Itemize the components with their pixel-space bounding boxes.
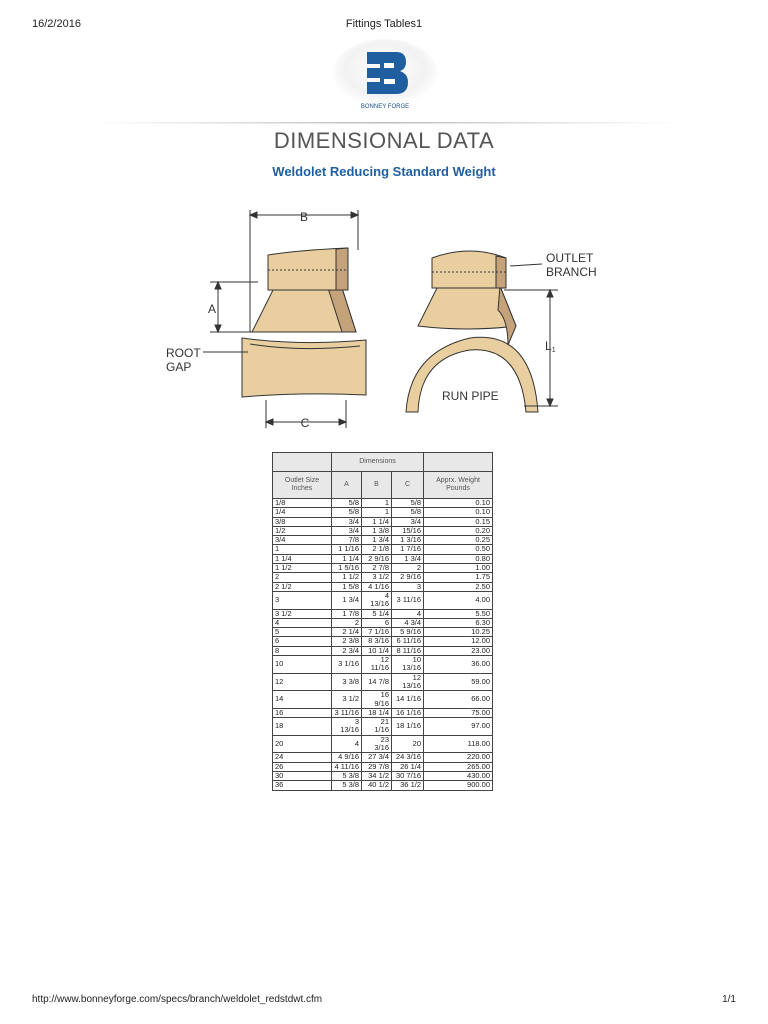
table-cell: 1/2 <box>273 526 332 535</box>
header-blank-2 <box>424 453 493 472</box>
table-cell: 0.10 <box>424 508 493 517</box>
table-cell: 0.10 <box>424 499 493 508</box>
table-row <box>273 582 493 591</box>
header-outlet-size: Outlet Size Inches <box>273 472 332 499</box>
table-row <box>273 591 493 609</box>
table-cell: 4 <box>332 735 362 753</box>
table-cell: 5 3/8 <box>332 781 362 790</box>
table-row <box>273 499 493 508</box>
table-cell: 5 9/16 <box>392 628 424 637</box>
table-cell: 20 <box>392 735 424 753</box>
table-cell: 12.00 <box>424 637 493 646</box>
table-row <box>273 508 493 517</box>
table-cell: 23.00 <box>424 646 493 655</box>
table-cell: 220.00 <box>424 753 493 762</box>
table-cell: 10 13/16 <box>392 656 424 674</box>
table-row <box>273 656 493 674</box>
table-row <box>273 609 493 618</box>
table-cell: 3 13/16 <box>332 718 362 736</box>
table-cell: 27 3/4 <box>362 753 392 762</box>
table-cell: 3 1/2 <box>332 691 362 709</box>
table-cell: 1 1/2 <box>273 564 332 573</box>
table-cell: 18 1/16 <box>392 718 424 736</box>
table-cell: 3/8 <box>273 517 332 526</box>
page-subtitle: Weldolet Reducing Standard Weight <box>272 164 496 179</box>
table-cell: 4 3/4 <box>392 618 424 627</box>
label-b: B <box>299 210 309 224</box>
table-cell: 6 11/16 <box>392 637 424 646</box>
table-cell: 23 3/16 <box>362 735 392 753</box>
table-cell: 1.00 <box>424 564 493 573</box>
label-outlet-2: BRANCH <box>546 265 597 279</box>
header-b: B <box>362 472 392 499</box>
table-cell: 3/4 <box>392 517 424 526</box>
table-cell: 40 1/2 <box>362 781 392 790</box>
table-cell: 1.75 <box>424 573 493 582</box>
table-cell: 5/8 <box>392 499 424 508</box>
table-cell: 6 <box>362 618 392 627</box>
header-divider <box>90 120 680 126</box>
table-cell: 265.00 <box>424 762 493 771</box>
table-cell: 0.80 <box>424 554 493 563</box>
table-row <box>273 781 493 790</box>
table-cell: 1 1/2 <box>332 573 362 582</box>
table-cell: 2 <box>332 618 362 627</box>
weldolet-diagram <box>0 195 768 440</box>
table-cell: 30 7/16 <box>392 771 424 780</box>
header-dimensions: Dimensions <box>332 453 424 472</box>
table-cell: 30 <box>273 771 332 780</box>
table-cell: 1 3/4 <box>362 536 392 545</box>
table-cell: 1 3/4 <box>332 591 362 609</box>
table-cell: 7/8 <box>332 536 362 545</box>
table-cell: 10.25 <box>424 628 493 637</box>
table-row <box>273 753 493 762</box>
table-row <box>273 718 493 736</box>
table-cell: 1 7/8 <box>332 609 362 618</box>
page-title: DIMENSIONAL DATA <box>273 128 495 153</box>
footer-url: http://www.bonneyforge.com/specs/branch/weldolet_redstdwt.cfm <box>32 994 323 1005</box>
header-blank <box>273 453 332 472</box>
table-cell: 118.00 <box>424 735 493 753</box>
table-cell: 1 <box>273 545 332 554</box>
label-a: A <box>207 302 217 316</box>
table-cell: 430.00 <box>424 771 493 780</box>
label-c: C <box>300 416 310 430</box>
table-cell: 2.50 <box>424 582 493 591</box>
table-cell: 1 3/8 <box>362 526 392 535</box>
table-row <box>273 545 493 554</box>
table-cell: 2 9/16 <box>392 573 424 582</box>
table-cell: 14 1/16 <box>392 691 424 709</box>
table-cell: 4 <box>273 618 332 627</box>
table-cell: 3 3/8 <box>332 673 362 691</box>
table-cell: 1 1/4 <box>332 554 362 563</box>
footer-page: 1/1 <box>722 994 736 1005</box>
table-cell: 2 3/4 <box>332 646 362 655</box>
table-cell: 2 7/8 <box>362 564 392 573</box>
table-cell: 2 9/16 <box>362 554 392 563</box>
table-cell: 5 3/8 <box>332 771 362 780</box>
table-cell: 59.00 <box>424 673 493 691</box>
table-cell: 900.00 <box>424 781 493 790</box>
dimensions-table <box>272 452 493 791</box>
table-cell: 3 11/16 <box>392 591 424 609</box>
label-l1: L1 <box>545 339 556 354</box>
right-fitting-drawing <box>406 251 538 412</box>
table-cell: 3 1/2 <box>362 573 392 582</box>
table-cell: 3 <box>392 582 424 591</box>
header-c: C <box>392 472 424 499</box>
header-a: A <box>332 472 362 499</box>
table-cell: 0.50 <box>424 545 493 554</box>
table-cell: 26 1/4 <box>392 762 424 771</box>
table-cell: 4.00 <box>424 591 493 609</box>
bonney-forge-logo <box>330 38 440 128</box>
table-cell: 1 3/4 <box>392 554 424 563</box>
table-cell: 5.50 <box>424 609 493 618</box>
print-title: Fittings Tables1 <box>345 18 423 30</box>
table-cell: 1 5/16 <box>332 564 362 573</box>
table-cell: 3/4 <box>332 517 362 526</box>
table-cell: 10 <box>273 656 332 674</box>
table-cell: 0.25 <box>424 536 493 545</box>
table-cell: 1 5/8 <box>332 582 362 591</box>
table-cell: 5/8 <box>332 508 362 517</box>
table-cell: 5 <box>273 628 332 637</box>
table-cell: 10 1/4 <box>362 646 392 655</box>
table-cell: 20 <box>273 735 332 753</box>
table-cell: 24 <box>273 753 332 762</box>
table-cell: 4 <box>392 609 424 618</box>
table-cell: 2 <box>392 564 424 573</box>
table-cell: 14 7/8 <box>362 673 392 691</box>
table-cell: 3 11/16 <box>332 708 362 717</box>
table-cell: 1 1/4 <box>362 517 392 526</box>
table-cell: 26 <box>273 762 332 771</box>
table-cell: 7 1/16 <box>362 628 392 637</box>
print-date: 16/2/2016 <box>32 18 81 30</box>
table-cell: 3 <box>273 591 332 609</box>
table-cell: 75.00 <box>424 708 493 717</box>
logo-text: BONNEY FORGE <box>360 104 410 110</box>
table-cell: 16 <box>273 708 332 717</box>
table-cell: 3 1/2 <box>273 609 332 618</box>
table-cell: 12 <box>273 673 332 691</box>
table-row <box>273 517 493 526</box>
table-cell: 3 1/16 <box>332 656 362 674</box>
table-cell: 66.00 <box>424 691 493 709</box>
table-cell: 16 9/16 <box>362 691 392 709</box>
table-cell: 36.00 <box>424 656 493 674</box>
label-root-gap-1: ROOT <box>166 346 201 360</box>
table-cell: 5/8 <box>392 508 424 517</box>
table-cell: 4 9/16 <box>332 753 362 762</box>
table-cell: 15/16 <box>392 526 424 535</box>
table-cell: 29 7/8 <box>362 762 392 771</box>
table-cell: 36 1/2 <box>392 781 424 790</box>
table-cell: 2 1/8 <box>362 545 392 554</box>
table-cell: 16 1/16 <box>392 708 424 717</box>
table-cell: 4 11/16 <box>332 762 362 771</box>
table-cell: 4 1/16 <box>362 582 392 591</box>
table-cell: 1 1/4 <box>273 554 332 563</box>
table-cell: 21 1/16 <box>362 718 392 736</box>
table-cell: 12 11/16 <box>362 656 392 674</box>
table-cell: 2 1/4 <box>332 628 362 637</box>
table-cell: 0.15 <box>424 517 493 526</box>
table-cell: 36 <box>273 781 332 790</box>
table-cell: 3/4 <box>332 526 362 535</box>
table-cell: 1 1/16 <box>332 545 362 554</box>
table-cell: 8 3/16 <box>362 637 392 646</box>
table-row <box>273 735 493 753</box>
table-cell: 1 7/16 <box>392 545 424 554</box>
table-cell: 8 <box>273 646 332 655</box>
label-outlet-1: OUTLET <box>546 251 594 265</box>
label-root-gap-2: GAP <box>166 360 192 374</box>
table-cell: 1 3/16 <box>392 536 424 545</box>
table-cell: 2 3/8 <box>332 637 362 646</box>
table-cell: 1/8 <box>273 499 332 508</box>
table-row <box>273 762 493 771</box>
table-cell: 18 <box>273 718 332 736</box>
table-cell: 6.30 <box>424 618 493 627</box>
table-cell: 1 <box>362 508 392 517</box>
table-cell: 24 3/16 <box>392 753 424 762</box>
header-weight: Apprx. Weight Pounds <box>424 472 493 499</box>
table-cell: 0.20 <box>424 526 493 535</box>
table-cell: 14 <box>273 691 332 709</box>
table-cell: 8 11/16 <box>392 646 424 655</box>
table-cell: 12 13/16 <box>392 673 424 691</box>
label-run-pipe: RUN PIPE <box>442 389 499 403</box>
table-cell: 34 1/2 <box>362 771 392 780</box>
table-cell: 1 <box>362 499 392 508</box>
table-cell: 5/8 <box>332 499 362 508</box>
table-cell: 3/4 <box>273 536 332 545</box>
left-fitting-drawing <box>242 248 366 397</box>
table-cell: 5 1/4 <box>362 609 392 618</box>
table-cell: 2 <box>273 573 332 582</box>
table-row <box>273 673 493 691</box>
table-cell: 6 <box>273 637 332 646</box>
table-cell: 18 1/4 <box>362 708 392 717</box>
table-cell: 2 1/2 <box>273 582 332 591</box>
table-row <box>273 573 493 582</box>
table-cell: 1/4 <box>273 508 332 517</box>
table-cell: 97.00 <box>424 718 493 736</box>
table-row <box>273 637 493 646</box>
table-cell: 4 13/16 <box>362 591 392 609</box>
table-row <box>273 691 493 709</box>
